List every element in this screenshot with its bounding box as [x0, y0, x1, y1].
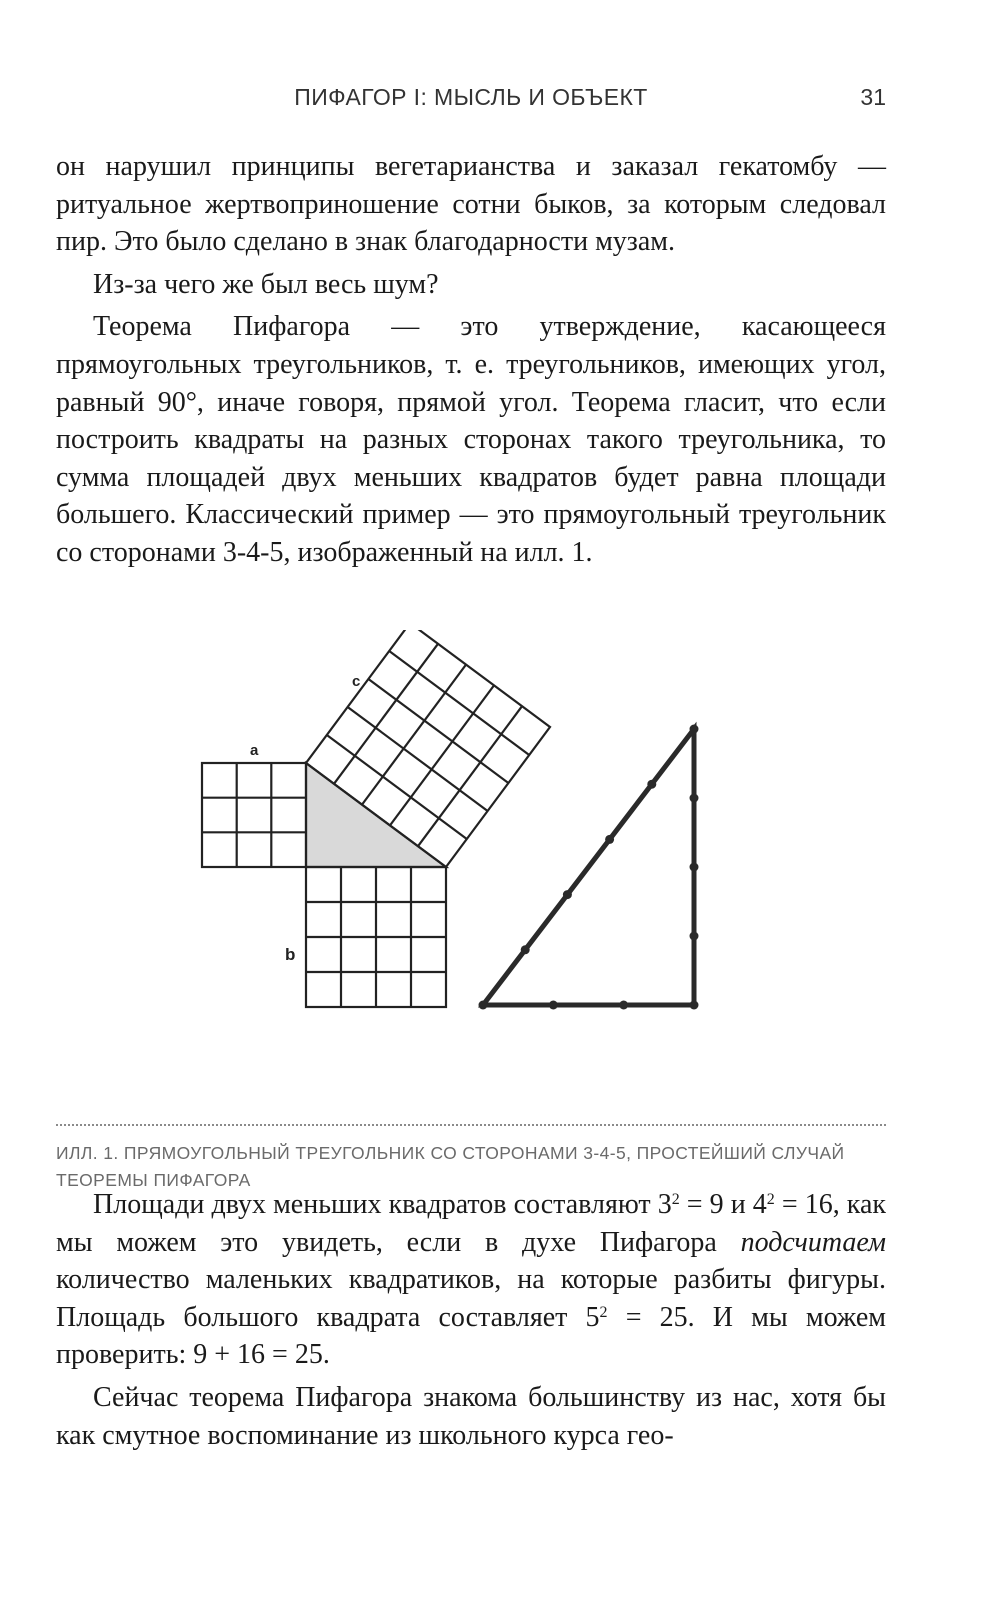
square-a — [202, 763, 306, 867]
p4-part-d: количество маленьких квадратиков, на которые разбиты фигуры. Площадь большого квадрата составляет 5 — [56, 1264, 886, 1333]
p4-part-e: = 25. И мы можем проверить: 9 + 16 = 25. — [56, 1301, 886, 1371]
caption-line-2: ТЕОРЕМЫ ПИФАГОРА — [56, 1170, 251, 1190]
caption-divider — [56, 1124, 886, 1126]
page-header — [56, 84, 886, 120]
paragraph-2: Из-за чего же был весь шум? — [93, 268, 439, 300]
rope-knot — [549, 1001, 558, 1010]
body-text-bottom — [56, 1186, 886, 1454]
rope-knot — [690, 794, 699, 803]
label-a: a — [250, 742, 259, 759]
label-b: b — [285, 945, 296, 964]
paragraph-3: Теорема Пифагора — это утверждение, касающееся прямоугольных треугольников, т. е. треугольников, имеющих угол, равный 90°, иначе говоря, прямой угол. Теорема гласит, что если построить квадраты на разных сторонах такого треугольника, то сумма площадей двух меньших квадратов будет равна площади большего. Классический пример — это прямоугольный треугольник со сторонами 3-4-5, изображенный на илл. 1. — [56, 311, 886, 568]
paragraph-4 — [56, 1186, 886, 1374]
rope-knot — [521, 945, 530, 954]
square-b — [306, 867, 446, 1007]
rope-knot — [690, 932, 699, 941]
rope-knot — [619, 1001, 628, 1010]
p4-emphasis: подсчитаем — [740, 1226, 886, 1258]
running-title: ПИФАГОР I: МЫСЛЬ И ОБЪЕКТ — [294, 84, 648, 110]
p4-sup-3: 2 — [599, 1303, 608, 1321]
rope-knot — [690, 725, 699, 734]
rope-knot — [647, 780, 656, 789]
p4-sup-2: 2 — [766, 1191, 775, 1208]
page-number: 31 — [860, 84, 886, 110]
rope-knot — [690, 1001, 699, 1010]
body-text-top — [56, 148, 886, 572]
label-c: c — [352, 673, 361, 690]
figure-pythagoras — [56, 630, 886, 1070]
rope-knot — [479, 1001, 488, 1010]
p4-part-a: Площади двух меньших квадратов составляют 3 — [93, 1189, 672, 1220]
p4-part-c: = 16, как мы можем это увидеть, если в духе Пифагора — [56, 1189, 886, 1258]
caption-line-1: ИЛЛ. 1. ПРЯМОУГОЛЬНЫЙ ТРЕУГОЛЬНИК СО СТОРОНАМИ 3-4-5, ПРОСТЕЙШИЙ СЛУЧАЙ — [56, 1143, 845, 1163]
rope-knot — [563, 890, 572, 899]
rope-knot — [690, 863, 699, 872]
paragraph-1: он нарушил принципы вегетарианства и заказал гекатомбу — ритуальное жертвоприношение сотни быков, за которым следовал пир. Это было сделано в знак благодарности музам. — [56, 151, 886, 258]
rope-triangle — [479, 725, 699, 1010]
p4-part-b: = 9 и 4 — [679, 1189, 767, 1220]
paragraph-5: Сейчас теорема Пифагора знакома большинству из нас, хотя бы как смутное воспоминание из школьного курса гео- — [56, 1381, 886, 1451]
rope-knot — [605, 835, 614, 844]
figure-svg — [56, 630, 886, 1070]
p4-sup-1: 2 — [671, 1191, 680, 1208]
